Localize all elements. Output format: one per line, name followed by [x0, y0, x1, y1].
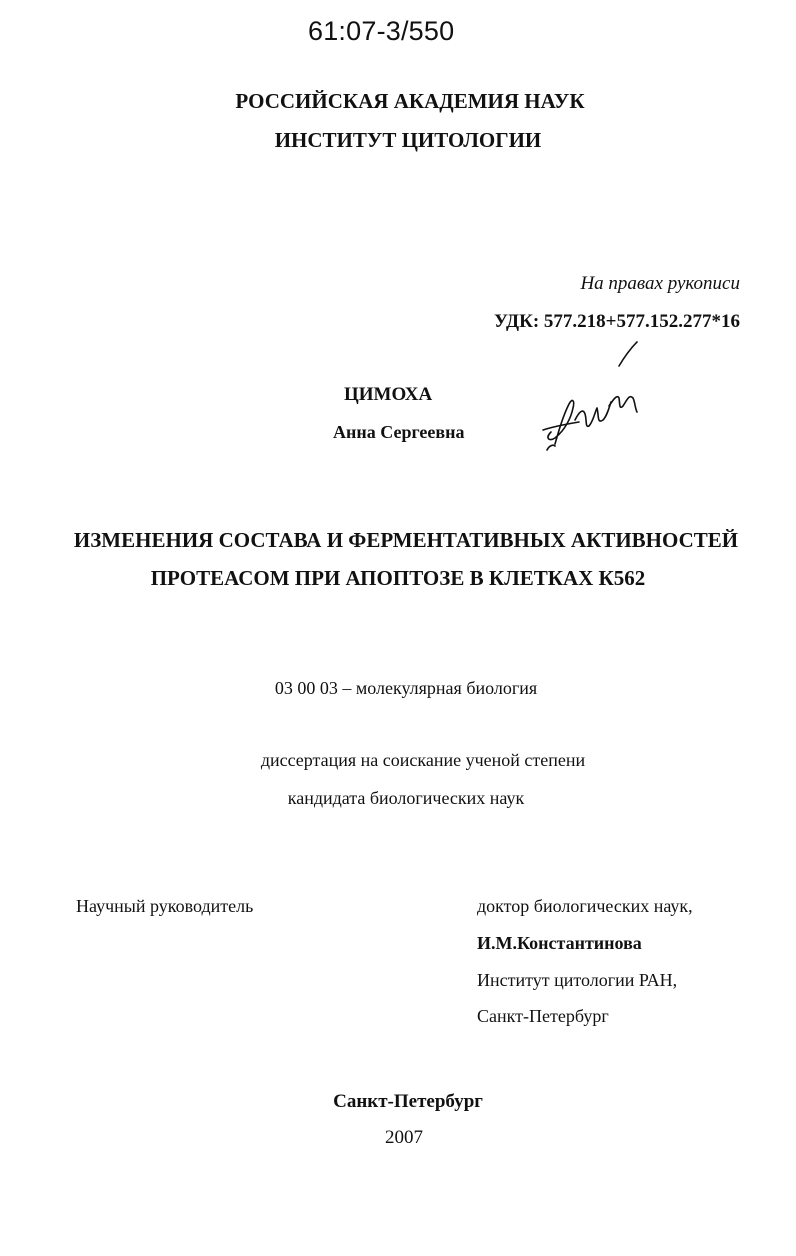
author-surname: ЦИМОХА — [344, 384, 433, 405]
degree-line-2: кандидата биологических наук — [287, 788, 525, 808]
supervisor-label: Научный руководитель — [76, 896, 254, 916]
degree-line-1: диссертация на соискание ученой степени — [260, 750, 586, 770]
dissertation-title-line-2: ПРОТЕАСОМ ПРИ АПОПТОЗЕ В КЛЕТКАХ К562 — [150, 566, 646, 590]
organization-name: РОССИЙСКАЯ АКАДЕМИЯ НАУК — [235, 89, 585, 113]
institute-name: ИНСТИТУТ ЦИТОЛОГИИ — [274, 128, 542, 152]
supervisor-institute: Институт цитологии РАН, — [477, 970, 678, 990]
footer-year: 2007 — [385, 1127, 423, 1148]
specialty: 03 00 03 – молекулярная биология — [274, 678, 538, 698]
catalog-number: 61:07-3/550 — [308, 16, 455, 46]
supervisor-name: И.М.Константинова — [477, 933, 642, 953]
udc-code: УДК: 577.218+577.152.277*16 — [493, 311, 740, 332]
author-name: Анна Сергеевна — [333, 422, 465, 442]
manuscript-note: На правах рукописи — [580, 273, 740, 294]
footer-city: Санкт-Петербург — [333, 1091, 483, 1112]
supervisor-degree: доктор биологических наук, — [477, 896, 693, 916]
supervisor-city: Санкт-Петербург — [477, 1006, 609, 1026]
dissertation-title-line-1: ИЗМЕНЕНИЯ СОСТАВА И ФЕРМЕНТАТИВНЫХ АКТИВНОСТЕЙ — [73, 528, 739, 552]
signature-icon — [525, 338, 650, 458]
